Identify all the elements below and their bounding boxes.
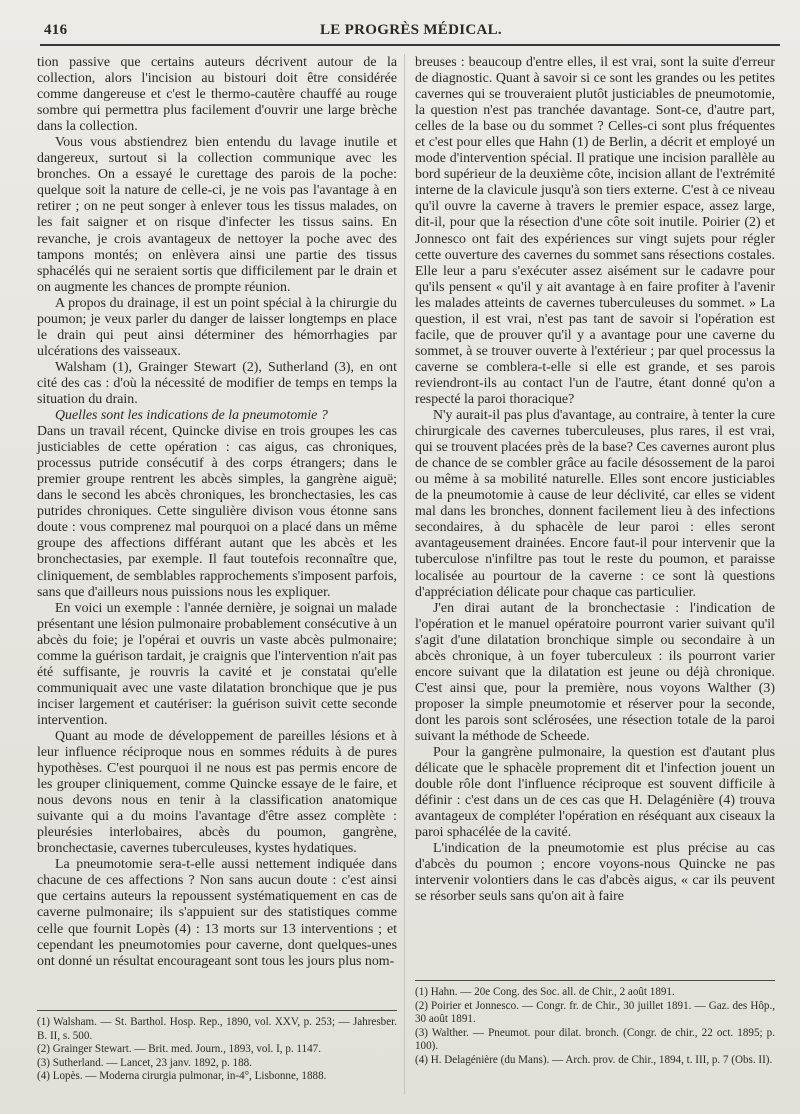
paragraph: tion passive que certains auteurs décrivent autour de la collection, alors l'incision au bistouri doit être considérée comme dangereuse et c'est le thermo-cautère chauffé au rouge sombre qui permettra plus facilement d'ouvrir une large brèche dans la collection. (37, 55, 397, 135)
paragraph: J'en dirai autant de la bronchectasie : l'indication de l'opération et le manuel opératoire pourront varier suivant qu'il s'agit d'une dilatation bronchique simple ou secondaire à un abcès chronique, à un foyer tuberculeux : ils pourront varier encore suivant que la dilatation est jeune ou déjà chronique. C'est ainsi que, pour la première, nous voyons Walther (3) proposer la simple pneumotomie et réserver pour la seconde, dont les parois sont sclérosées, une résection totale de la paroi suivant la méthode de Scheede. (415, 600, 775, 744)
paragraph: N'y aurait-il pas plus d'avantage, au contraire, à tenter la cure chirurgicale des cavernes tuberculeuses, plus rares, il est vrai, qui se trouvent placées près de la base? Ces cavernes auront plus de chance de se combler grâce au facile désossement de la paroi ou même à sa mobilité naturelle. Elles sont encore justiciables de la pneumotomie à cause de leur déclivité, car elles se vident mal dans les bronches, donnent facilement lieu à des infections secondaires, à du sphacèle de leur paroi : elles seront avantageusement drainées. Encore faut-il pour intervenir que la tuberculose n'infiltre pas tout le reste du poumon, et paraisse localisée au pourtour de la caverne : ce sont là questions d'appréciation délicate pour chaque cas particulier. (415, 408, 775, 600)
left-column (37, 55, 397, 970)
footnote: (1) Hahn. — 20e Cong. des Soc. all. de Chir., 2 août 1891. (415, 986, 675, 998)
paragraph: Quant au mode de développement de pareilles lésions et à leur influence réciproque nous en sommes réduits à de pures hypothèses. C'est pourquoi il ne nous est pas permis encore de les grouper cliniquement, comme Quincke essaye de le faire, et nous devons nous en tenir à la classification anatomique suivante qui a du moins l'avantage d'être assez complète : pleurésies interlobaires, abcès du poumon, gangrène, bronchectasie, cavernes tuberculeuses, kystes hydatiques. (37, 728, 397, 857)
paragraph: Walsham (1), Grainger Stewart (2), Sutherland (3), en ont cité des cas : d'où la nécessité de modifier de temps en temps la situation du drain. (37, 359, 397, 407)
paragraph: Pour la gangrène pulmonaire, la question est d'autant plus délicate que le sphacèle proprement dit et l'infection jouent un double rôle dont l'influence réciproque est souvent difficile à définir : c'est dans un de ces cas que H. Delagénière (4) trouva avantageux de compléter l'opération en réséquant aux ciseaux la paroi sphacélée de la cavité. (415, 745, 775, 841)
paragraph: En voici un exemple : l'année dernière, je soignai un malade présentant une lésion pulmonaire probablement consécutive à un abcès du foie; je l'opérai et ouvris un vaste abcès pulmonaire; comme la guérison tardait, je craignis que l'intervention n'ait pas été suffisante, je rouvris la cavité et je constatai qu'elle communiquait avec une vaste dilatation bronchique que je pus inciser largement et cautériser: la guérison suivit cette seconde intervention. (37, 600, 397, 728)
paragraph: Vous vous abstiendrez bien entendu du lavage inutile et dangereux, surtout si la collection communique avec les bronches. On a essayé le curettage des parois de la poche: quelque soit la nature de celle-ci, je ne vois pas l'avantage à en retirer ; on ne peut songer à enlever tous les tissus malades, on les fait saigner et on risque d'infecter les tissus sains. En revanche, je crois avantageux de nettoyer la poche avec des tampons montés; on enlèvera ainsi une partie des tissus sphacélés qui ne seraient sortis que difficilement par le drain et on augmente les chances de prompte réunion. (37, 135, 397, 295)
right-column (415, 55, 775, 905)
footnote: (4) Lopès. — Moderna cirurgia pulmonar, in-4°, Lisbonne, 1888. (37, 1070, 327, 1083)
journal-title: LE PROGRÈS MÉDICAL. (320, 22, 502, 38)
footnote: (4) H. Delagénière (du Mans). — Arch. prov. de Chir., 1894, t. III, p. 7 (Obs. II). (415, 1053, 773, 1066)
column-gutter (404, 54, 405, 1094)
footnote: (3) Sutherland. — Lancet, 23 janv. 1892, p. 188. (37, 1056, 252, 1069)
footnote-rule-right (415, 980, 775, 981)
footnote-rule-left (37, 1010, 397, 1011)
paragraph: L'indication de la pneumotomie est plus précise au cas d'abcès du poumon ; encore voyons-nous Quincke ne pas intervenir volontiers dans le cas d'abcès aigus, « car ils peuvent se résorber seuls sans qu'on ait à faire (415, 841, 775, 905)
footnote: (1) Walsham. — St. Barthol. Hosp. Rep., 1890, vol. XXV, p. 253; — Jahresber. B. II, s. 500. (37, 1016, 397, 1042)
page-header (44, 22, 778, 42)
footnotes-left (37, 1016, 397, 1084)
header-rule (40, 44, 780, 46)
section-heading-text: Quelles sont les indications de la pneumotomie ? (55, 408, 328, 424)
paragraph: Dans un travail récent, Quincke divise en trois groupes les cas justiciables de cette opération : cas aigus, cas chroniques, processus putride consécutif à des corps étrangers; dans le premier groupe rentrent les abcès simples, la gangrène aiguë; dans le second les abcès chroniques, les bronchectasies, les cas putrides chroniques. Cette singulière divison vous étonne sans doute : vous comprenez mal pourquoi on a placé dans un même groupe des affections différant autant que les abcès et les bronchectasies, par exemple. Il faut toutefois reconnaître que, cliniquement, de semblables rapprochements s'imposent parfois, sans que d'ailleurs nous puissions nous les expliquer. (37, 424, 397, 600)
footnotes-right (415, 986, 775, 1068)
paragraph: A propos du drainage, il est un point spécial à la chirurgie du poumon; je veux parler du danger de laisser longtemps en place le drain qui peut ainsi déterminer des hémorrhagies par ulcérations des vaisseaux. (37, 295, 397, 359)
footnote: (3) Walther. — Pneumot. pour dilat. bronch. (Congr. de chir., 22 oct. 1895; p. 100). (415, 1026, 775, 1053)
footnote: (2) Poirier et Jonnesco. — Congr. fr. de Chir., 30 juillet 1891. — Gaz. des Hôp., 30 août 1891. (415, 999, 775, 1026)
paragraph: La pneumotomie sera-t-elle aussi nettement indiquée dans chacune de ces affections ? Non sans aucun doute : c'est ainsi que certains auteurs la repoussent systématiquement en cas de caverne pulmonaire; ils s'appuient sur des statistiques comme celle que fournit Lopès (4) : 13 morts sur 13 interventions ; et cependant les pneumotomies pour caverne, dont quelques-unes ont donné un résultat encourageant sont tous les jours plus nom- (37, 857, 397, 969)
paragraph: breuses : beaucoup d'entre elles, il est vrai, sont la suite d'erreur de diagnostic. Quant à savoir si ce sont les grandes ou les petites cavernes qui se trouveraient plutôt justiciables de pneumotomie, la question n'est pas tranchée davantage. Sont-ce, d'autre part, celles de la base ou du sommet ? Celles-ci sont plus fréquentes et c'est pour elles que Hahn (1) de Berlin, a décrit et employé un mode d'intervention spécial. Il pratique une incision parallèle au bord supérieur de la deuxième côte, incision allant de l'extrémité interne de la clavicule jusqu'à son tiers externe. C'est à ce niveau qu'il ouvre la caverne à travers le premier espace, assez large, dit-il, pour que la résection d'une côte soit inutile. Poirier (2) et Jonnesco ont fait des expériences sur vingt sujets pour régler cette ouverture des cavernes du sommet sans résections costales. Elle leur a paru s'exécuter assez aisément sur le cadavre pour qu'ils pensent « qu'il y ait avantage à en faire profiter à l'avenir les malades atteints de cavernes tuberculeuses du sommet. » La question, il est vrai, n'est pas tant de savoir si l'opération est facile, que de prouver qu'il y a avantage pour une caverne du sommet, à se trouver ouverte à l'extérieur ; par quel processus la caverne se comblera-t-elle si elle est grande, et ses parois reviendront-ils au contact l'un de l'autre, étant donné qu'on a respecté la paroi thoracique? (415, 55, 775, 407)
footnote: (2) Grainger Stewart. — Brit. med. Journ., 1893, vol. I, p. 1147. (37, 1043, 321, 1056)
section-heading (37, 408, 397, 424)
page-number: 416 (44, 22, 68, 38)
